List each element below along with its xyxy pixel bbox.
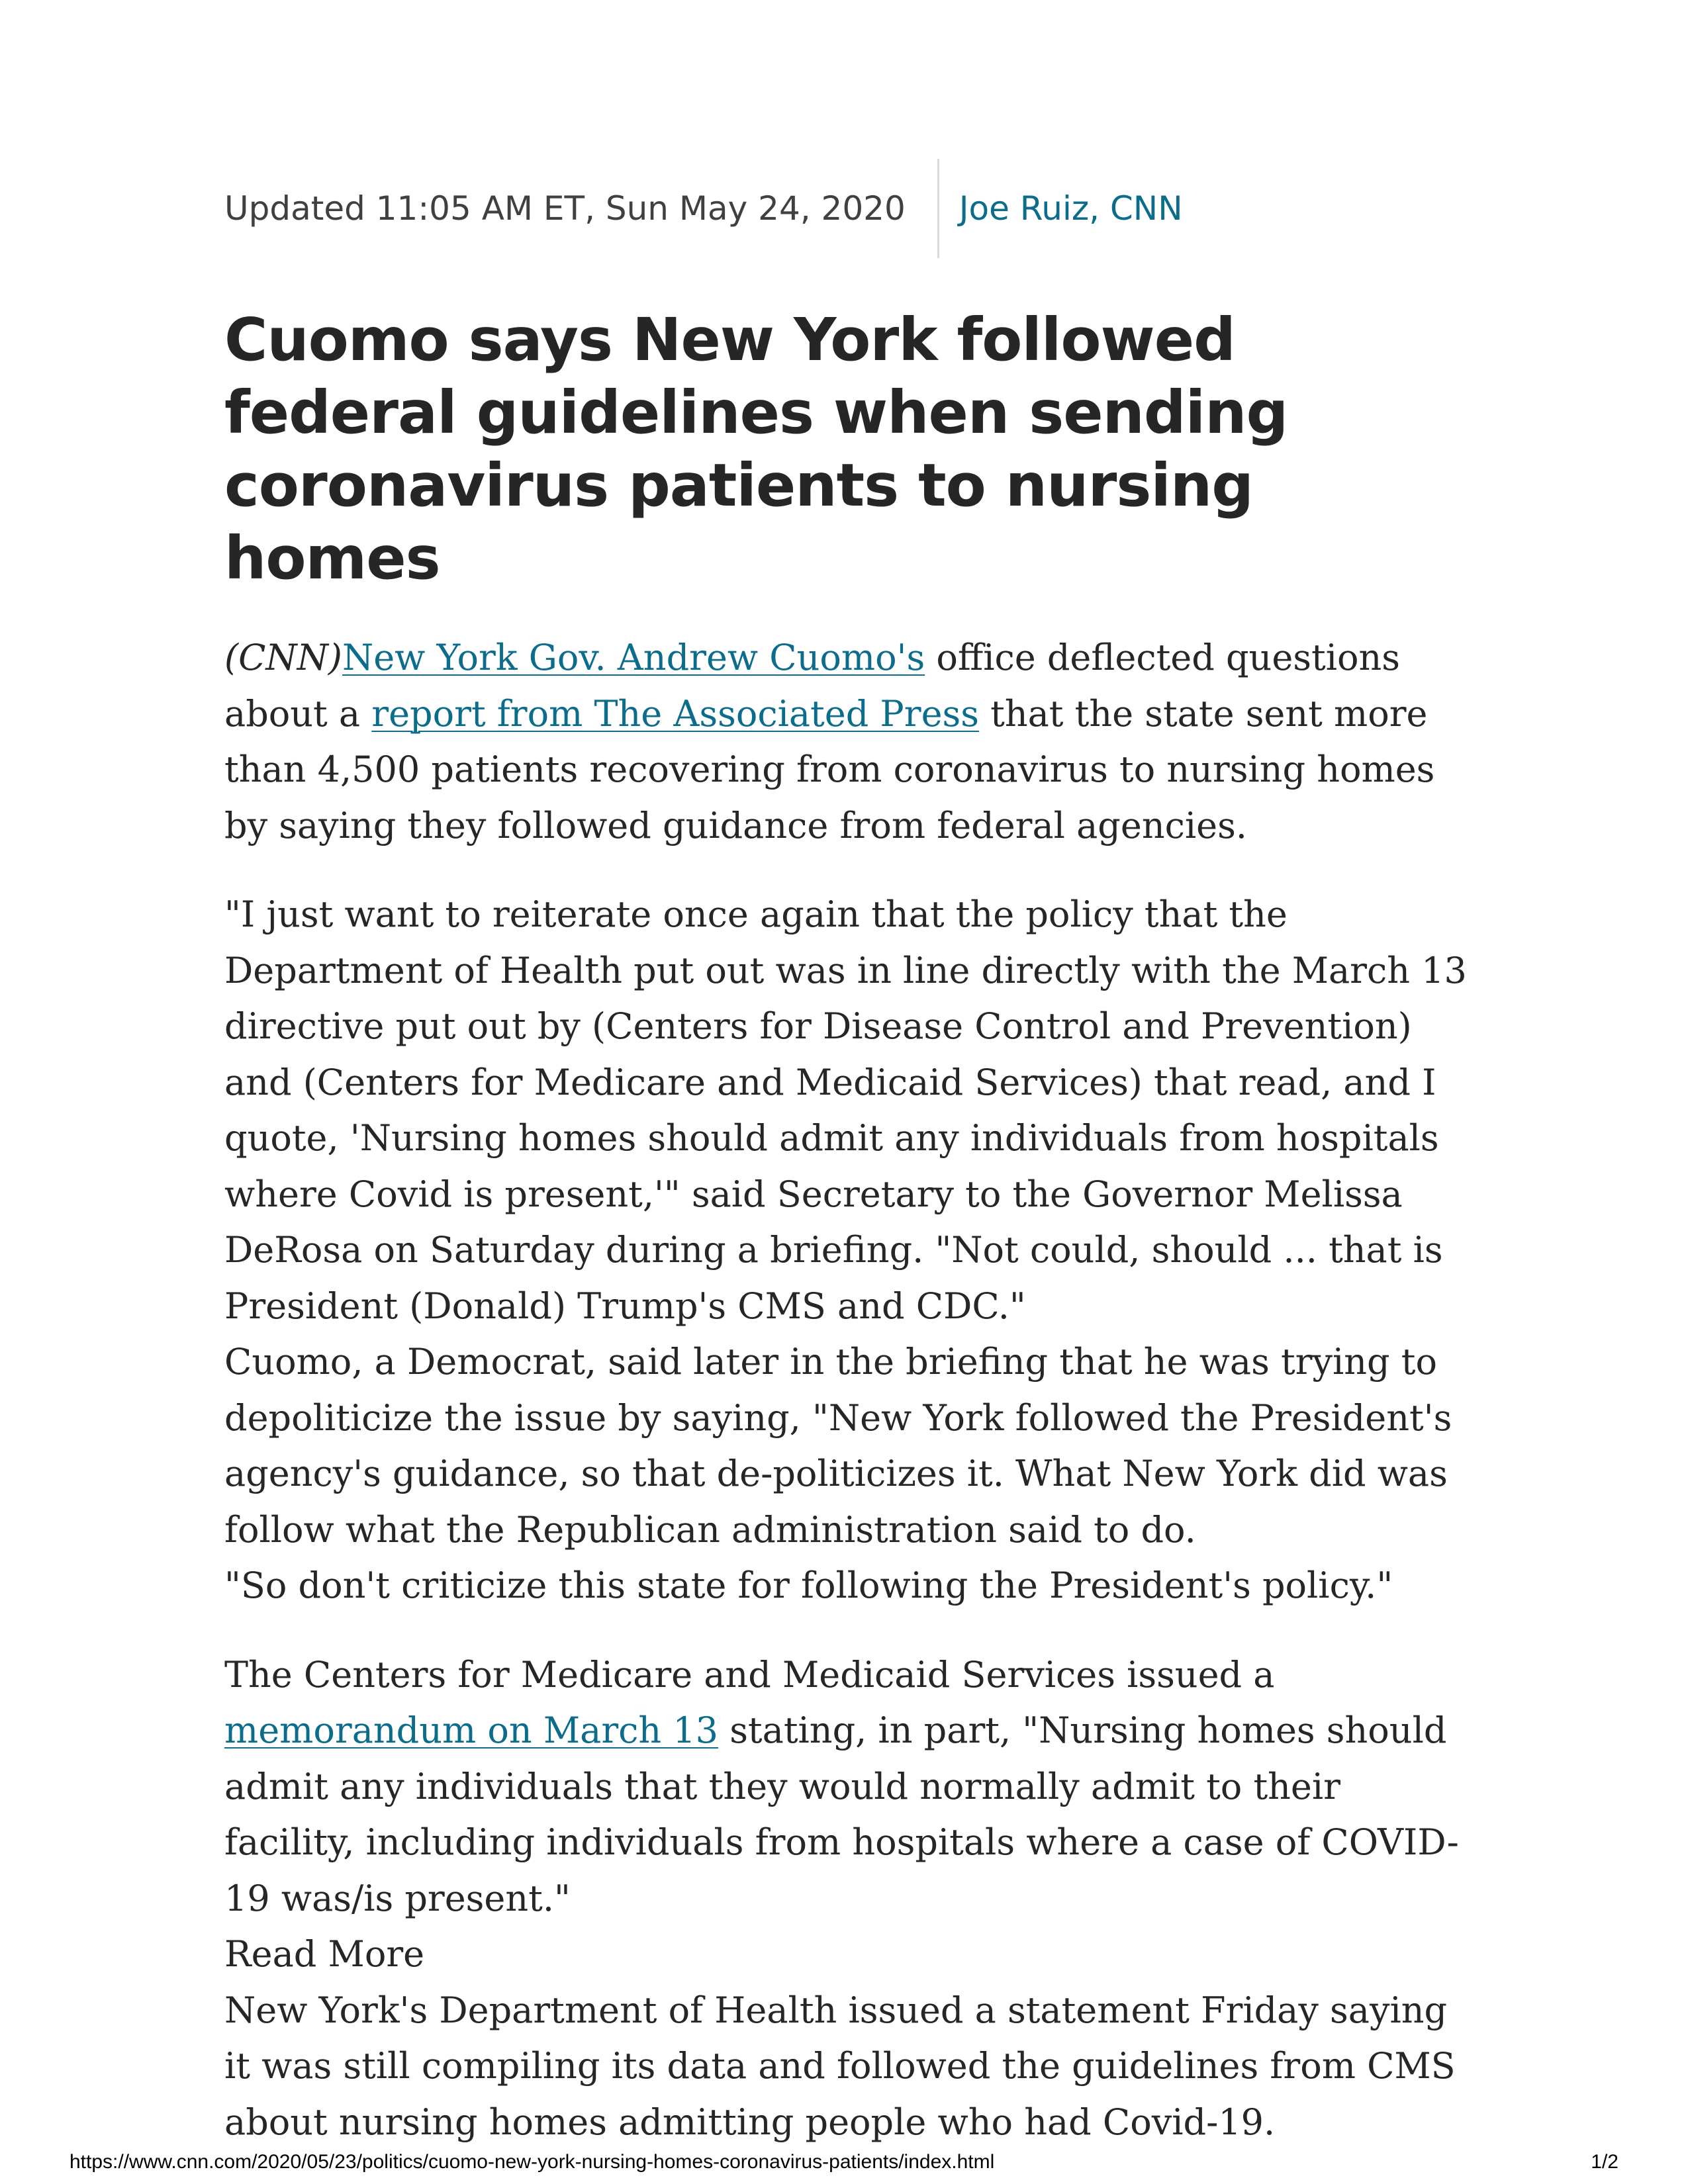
paragraph-3: Cuomo, a Democrat, said later in the briefing that he was trying to depoliticize the issue by saying, "New York followed the President's agency's guidance, so that de-politicizes it. What New York did was follow what the Republican administration said to do. [224,1341,1452,1551]
dateline: (CNN) [224,637,342,678]
paragraph-5 [224,1647,1469,1927]
paragraph-5-text-b: stating, in part, "Nursing homes should admit any individuals that they would normally admit to their facility, including individuals from hospitals where a case of COVID-19 was/is present." [224,1709,1459,1919]
paragraph-4: "So don't criticize this state for following the President's policy." [224,1565,1393,1606]
print-footer [70,2151,1618,2177]
paragraph-2: "I just want to reiterate once again that the policy that the Department of Health put out was in line directly with the March 13 directive put out by (Centers for Disease Control and Prevention) and (Centers for Medicare and Medicaid Services) that read, and I quote, 'Nursing homes should admit any individuals from hospitals where Covid is present,'" said Secretary to the Governor Melissa DeRosa on Saturday during a briefing. "Not could, should ... that is President (Donald) Trump's CMS and CDC." [224,893,1467,1327]
paragraph-1-text-a: office deflected questions about a [224,637,1400,735]
read-more[interactable]: Read More [224,1933,425,1975]
page-number: 1/2 [1591,2151,1618,2173]
cuomo-link[interactable]: New York Gov. Andrew Cuomo's [342,637,925,678]
byline-link[interactable]: Joe Ruiz, CNN [959,189,1183,228]
article-body [224,630,1469,2150]
paragraph-1 [224,630,1469,854]
updated-timestamp: Updated 11:05 AM ET, Sun May 24, 2020 [224,189,906,228]
paragraph-1-text-b: that the state sent more than 4,500 patients recovering from coronavirus to nursing homes by saying they followed guidance from federal agencies. [224,692,1435,846]
paragraph-6: New York's Department of Health issued a statement Friday saying it was still compiling its data and followed the guidelines from CMS about nursing homes admitting people who had Covid-19. [224,1989,1456,2143]
page-url: https://www.cnn.com/2020/05/23/politics/cuomo-new-york-nursing-homes-coronavirus-patients/index.html [70,2151,995,2173]
headline: Cuomo says New York followed federal guidelines when sending coronavirus patients to nursing homes [224,305,1288,592]
ap-report-link[interactable]: report from The Associated Press [371,692,979,735]
article-meta [224,159,1469,258]
paragraph-5-text-a: The Centers for Medicare and Medicaid Services issued a [224,1653,1275,1696]
memorandum-link[interactable]: memorandum on March 13 [224,1709,719,1751]
article [224,159,1469,2150]
